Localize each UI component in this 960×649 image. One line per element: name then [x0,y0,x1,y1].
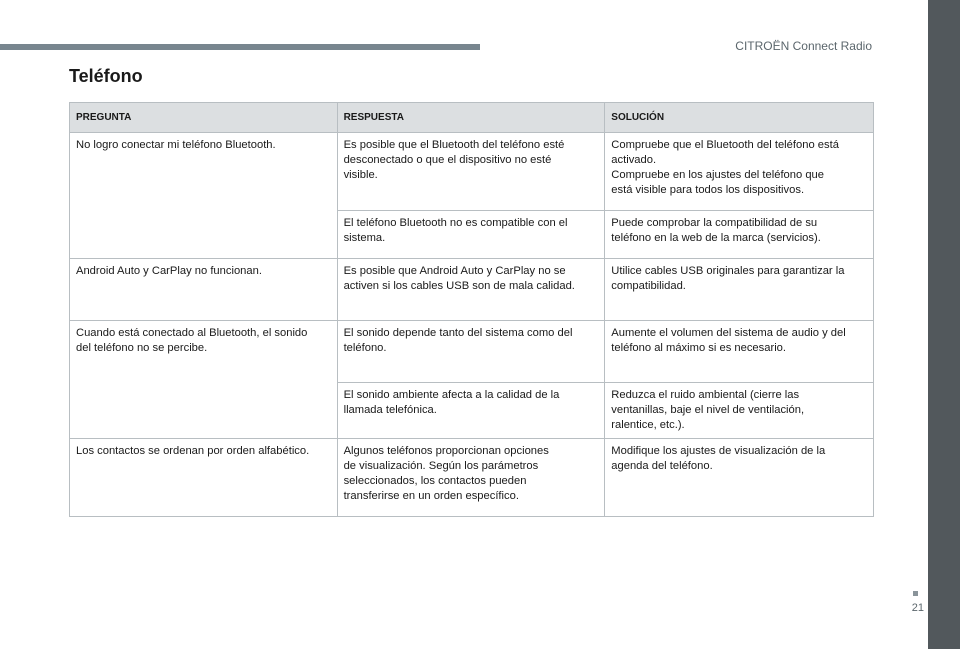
answer-line: activen si los cables USB son de mala calidad. [343,280,575,292]
answer-cell [337,133,605,211]
answer-line: El teléfono Bluetooth no es compatible con el [343,217,568,229]
answer-line: de visualización. Según los parámetros [343,460,539,472]
header-brand: CITROËN Connect Radio [735,39,872,53]
page-number: 21 [911,602,924,614]
solution-line: Utilice cables USB originales para garantizar la [611,265,845,277]
question-line: del teléfono no se percibe. [76,342,208,354]
solution-cell [605,211,874,259]
side-strip [928,0,960,649]
answer-cell [337,211,605,259]
question-text: Los contactos se ordenan por orden alfabético. [76,445,310,457]
answer-cell [337,383,605,439]
answer-line: llamada telefónica. [343,404,437,416]
solution-line: Reduzca el ruido ambiental (cierre las [611,389,800,401]
solution-line: Modifique los ajustes de visualización de la [611,445,826,457]
solution-line: Compruebe que el Bluetooth del teléfono está [611,139,839,151]
answer-line: teléfono. [343,342,387,354]
question-text: Android Auto y CarPlay no funcionan. [76,265,262,277]
answer-cell [337,439,605,517]
answer-line: Es posible que el Bluetooth del teléfono esté [343,139,565,151]
answer-line: El sonido depende tanto del sistema como del [343,327,573,339]
solution-line: está visible para todos los dispositivos. [611,184,805,196]
header-respuesta: RESPUESTA [337,103,605,133]
table-row [70,259,874,321]
solution-line: teléfono en la web de la marca (servicios). [611,232,821,244]
solution-line: ventanillas, baje el nivel de ventilación, [611,404,805,416]
answer-line: seleccionados, los contactos pueden [343,475,527,487]
answer-line: El sonido ambiente afecta a la calidad de la [343,389,560,401]
answer-line: Es posible que Android Auto y CarPlay no se [343,265,566,277]
answer-line: sistema. [343,232,386,244]
answer-line: Algunos teléfonos proporcionan opciones [343,445,549,457]
solution-cell [605,383,874,439]
header-pregunta: PREGUNTA [70,103,338,133]
answer-cell [337,259,605,321]
solution-line: ralentice, etc.). [611,419,685,431]
header-solucion: SOLUCIÓN [605,103,874,133]
question-text: No logro conectar mi teléfono Bluetooth. [76,139,276,151]
solution-cell [605,321,874,383]
solution-cell [605,259,874,321]
solution-line: activado. [611,154,657,166]
solution-line: Compruebe en los ajustes del teléfono que [611,169,824,181]
question-cell [70,439,338,517]
table-header-row [70,103,874,133]
solution-line: teléfono al máximo si es necesario. [611,342,787,354]
question-cell [70,321,338,439]
table-row [70,439,874,517]
solution-line: Puede comprobar la compatibilidad de su [611,217,818,229]
answer-line: transferirse en un orden específico. [343,490,519,502]
question-cell [70,259,338,321]
faq-table [69,102,874,517]
question-cell [70,133,338,259]
question-line: Cuando está conectado al Bluetooth, el sonido [76,327,308,339]
header-accent-bar [0,44,480,50]
solution-line: agenda del teléfono. [611,460,713,472]
answer-line: desconectado o que el dispositivo no esté [343,154,552,166]
solution-line: compatibilidad. [611,280,686,292]
page-title: Teléfono [69,66,143,86]
table-row [70,321,874,383]
solution-cell [605,133,874,211]
solution-cell [605,439,874,517]
table-row [70,133,874,211]
answer-cell [337,321,605,383]
solution-line: Aumente el volumen del sistema de audio y del [611,327,846,339]
page-marker [913,591,918,596]
answer-line: visible. [343,169,378,181]
